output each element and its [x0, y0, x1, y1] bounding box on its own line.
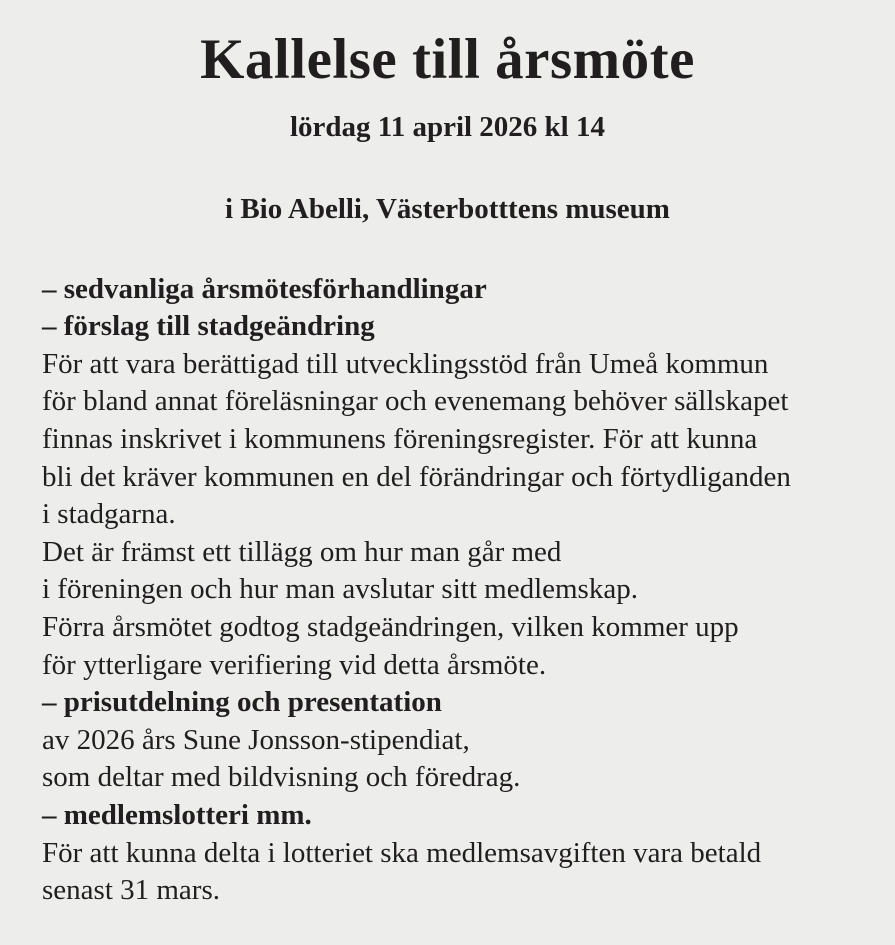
body-line: i stadgarna.	[42, 498, 176, 531]
event-date: lördag 11 april 2026 kl 14	[289, 110, 605, 143]
document-body	[0, 271, 895, 910]
body-line-agenda-item: – prisutdelning och presentation	[42, 686, 442, 719]
body-line: För att kunna delta i lotteriet ska medlemsavgiften vara betald	[42, 836, 762, 869]
body-line: finnas inskrivet i kommunens föreningsregister. För att kunna	[42, 423, 758, 455]
body-line: för ytterligare verifiering vid detta årsmöte.	[42, 648, 547, 681]
body-line: Det är främst ett tillägg om hur man går med	[42, 535, 562, 568]
body-line: som deltar med bildvisning och föredrag.	[42, 761, 521, 794]
body-line-agenda-item: – medlemslotteri mm.	[42, 798, 312, 831]
body-line-agenda-item: – sedvanliga årsmötesförhandlingar	[42, 272, 487, 305]
body-line: senast 31 mars.	[42, 874, 220, 907]
body-line-agenda-item: – förslag till stadgeändring	[42, 310, 375, 343]
body-line: bli det kräver kommunen en del förändringar och förtydliganden	[42, 460, 791, 493]
event-venue: i Bio Abelli, Västerbotttens museum	[225, 192, 670, 225]
body-line: i föreningen och hur man avslutar sitt medlemskap.	[42, 573, 638, 606]
body-line: för bland annat föreläsningar och evenemang behöver sällskapet	[42, 385, 789, 418]
page-title: Kallelse till årsmöte	[200, 28, 695, 91]
body-line: För att vara berättigad till utvecklingsstöd från Umeå kommun	[42, 347, 769, 380]
body-line: Förra årsmötet godtog stadgeändringen, vilken kommer upp	[42, 610, 739, 643]
body-line: av 2026 års Sune Jonsson-stipendiat,	[42, 723, 470, 756]
